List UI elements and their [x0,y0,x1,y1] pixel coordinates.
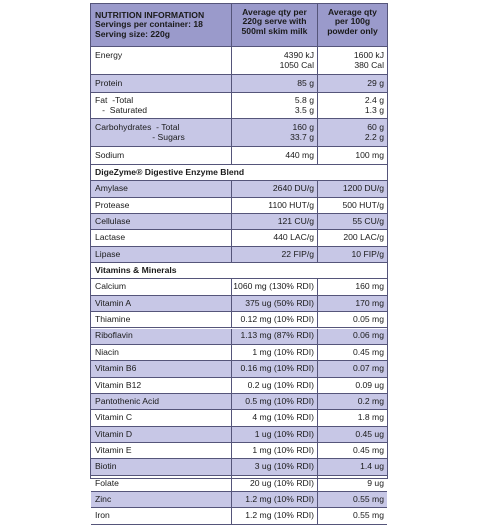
serve-value: 2640 DU/g [231,181,317,196]
table-row [91,427,387,443]
table-row [91,230,387,246]
per100-value-line: 1600 kJ [353,50,384,61]
header-col-100g-line: powder only [327,25,378,36]
header-col-100g-line: Average qty [328,7,377,17]
serve-value: 1 mg (10% RDI) [231,345,317,360]
table-row [91,198,387,214]
table-row [91,329,387,345]
serve-value-line: 5.8 g [294,95,314,106]
nutrient-name: Vitamin E [95,444,132,455]
nutrient-name [91,93,231,118]
per100-value: 55 CU/g [317,214,387,229]
table-row [91,214,387,230]
nutrient-name: Zinc [95,493,112,504]
serve-value [231,119,317,146]
serve-value: 1100 HUT/g [231,198,317,213]
per100-value-line: 380 Cal [354,59,384,70]
nutrient-name: Vitamin B6 [95,363,137,374]
serve-value: 1.2 mg (10% RDI) [231,508,317,523]
serve-value-line: 33.7 g [290,131,314,142]
table-header [91,4,387,47]
per100-value: 170 mg [317,296,387,311]
nutrient-name: Calcium [95,281,127,292]
serve-value-line: 3.5 g [294,104,314,115]
header-col-serve [231,4,317,46]
header-col-serve-line: Average qty per [242,7,307,17]
per100-value: 1200 DU/g [317,181,387,196]
serve-value-line: 160 g [292,122,314,133]
nutrient-name: Folate [95,477,119,488]
nutrition-panel [90,3,388,521]
nutrient-name: Cellulase [95,216,131,227]
table-row [91,93,387,119]
enzyme-section-header [91,165,387,181]
nutrient-name: Vitamin B12 [95,379,142,390]
per100-value [317,147,387,164]
per100-value: 0.05 mg [317,312,387,327]
nutrient-name-line: - Sugars [95,131,185,142]
serve-value: 3 ug (10% RDI) [231,459,317,474]
nutrient-name: Amylase [95,183,128,194]
table-title: NUTRITION INFORMATION [95,10,205,20]
table-row [91,459,387,475]
serve-value: 0.12 mg (10% RDI) [231,312,317,327]
nutrient-name: Pantothenic Acid [95,395,160,406]
per100-value: 160 mg [317,279,387,294]
nutrient-name [91,119,231,146]
vitamins-section-header [91,263,387,279]
per100-value: 0.45 mg [317,345,387,360]
header-info [91,4,231,46]
table-row [91,119,387,147]
table-row [91,443,387,459]
nutrient-name: Iron [95,510,110,521]
serve-value: 22 FIP/g [231,247,317,262]
table-row [91,345,387,361]
serve-value-line: 1050 Cal [279,59,314,70]
table-row [91,476,387,492]
per100-value: 1.8 mg [317,410,387,425]
serve-value: 0.5 mg (10% RDI) [231,394,317,409]
per100-value: 10 FIP/g [317,247,387,262]
nutrient-name [91,75,231,92]
per100-value: 0.09 ug [317,378,387,393]
nutrient-name [91,47,231,74]
per100-value: 0.55 mg [317,492,387,507]
serve-value-line: 85 g [297,77,314,88]
per100-value-line: 2.4 g [364,95,384,106]
per100-value [317,75,387,92]
serve-value [231,147,317,164]
header-col-serve-line: 500ml skim milk [241,25,308,36]
per100-value: 0.55 mg [317,508,387,523]
nutrient-name: Niacin [95,346,119,357]
serve-value: 440 LAC/g [231,230,317,245]
nutrient-name-line: - Saturated [95,104,148,115]
per100-value-line: 100 mg [355,149,384,160]
per100-value: 1.4 ug [317,459,387,474]
serve-value: 0.16 mg (10% RDI) [231,361,317,376]
table-row [91,394,387,410]
serve-value: 1 ug (10% RDI) [231,427,317,442]
per100-value [317,47,387,74]
enzyme-section-header-title: DigeZyme® Digestive Enzyme Blend [95,166,245,177]
table-row [91,181,387,197]
table-row [91,147,387,165]
table-row [91,378,387,394]
serving-size: Serving size: 220g [95,28,170,39]
nutrient-name-line: Energy [95,50,123,61]
nutrient-name-line: Fat -Total [95,95,134,106]
table-row [91,492,387,508]
header-col-serve-line: 220g serve with [242,16,307,27]
table-row [91,410,387,426]
nutrient-name: Protease [95,199,130,210]
serve-value: 0.2 ug (10% RDI) [231,378,317,393]
serve-value: 1.2 mg (10% RDI) [231,492,317,507]
serve-value: 20 ug (10% RDI) [231,476,317,491]
nutrient-name: Lipase [95,248,121,259]
nutrient-name: Vitamin D [95,428,133,439]
nutrient-name-line: Protein [95,77,123,88]
table-row [91,508,387,524]
vitamins-section-header-title: Vitamins & Minerals [95,265,177,276]
table-row [91,47,387,75]
nutrient-name: Vitamin C [95,412,133,423]
table-row [91,296,387,312]
per100-value: 0.2 mg [317,394,387,409]
nutrient-name: Biotin [95,461,117,472]
nutrient-name: Thiamine [95,314,131,325]
nutrient-name: Vitamin A [95,297,132,308]
table-row [91,75,387,93]
per100-value-line: 29 g [367,77,384,88]
header-col-100g [317,4,387,46]
serve-value [231,47,317,74]
serve-value: 1060 mg (130% RDI) [231,279,317,294]
per100-value [317,93,387,118]
table-row [91,247,387,263]
nutrient-name: Lactase [95,232,126,243]
per100-value-line: 60 g [367,122,384,133]
serve-value: 1.13 mg (87% RDI) [231,329,317,344]
per100-value: 500 HUT/g [317,198,387,213]
nutrient-name: Riboflavin [95,330,133,341]
per100-value [317,119,387,146]
serve-value-line: 440 mg [285,149,314,160]
nutrient-name-line: Sodium [95,149,125,160]
serve-value: 375 ug (50% RDI) [231,296,317,311]
serve-value-line: 4390 kJ [283,50,314,61]
nutrient-name [91,147,231,164]
nutrient-name-line: Carbohydrates - Total [95,122,180,133]
serve-value: 4 mg (10% RDI) [231,410,317,425]
per100-value: 0.45 ug [317,427,387,442]
header-col-100g-line: per 100g [334,16,371,27]
servings-per-container: Servings per container: 18 [95,19,203,30]
serve-value [231,93,317,118]
per100-value: 0.07 mg [317,361,387,376]
table-row [91,312,387,328]
serve-value [231,75,317,92]
per100-value: 0.06 mg [317,329,387,344]
per100-value: 0.45 mg [317,443,387,458]
table-row [91,361,387,377]
serve-value: 1 mg (10% RDI) [231,443,317,458]
per100-value-line: 2.2 g [364,131,384,142]
per100-value: 9 ug [317,476,387,491]
per100-value: 200 LAC/g [317,230,387,245]
table-row [91,279,387,295]
per100-value-line: 1.3 g [364,104,384,115]
serve-value: 121 CU/g [231,214,317,229]
